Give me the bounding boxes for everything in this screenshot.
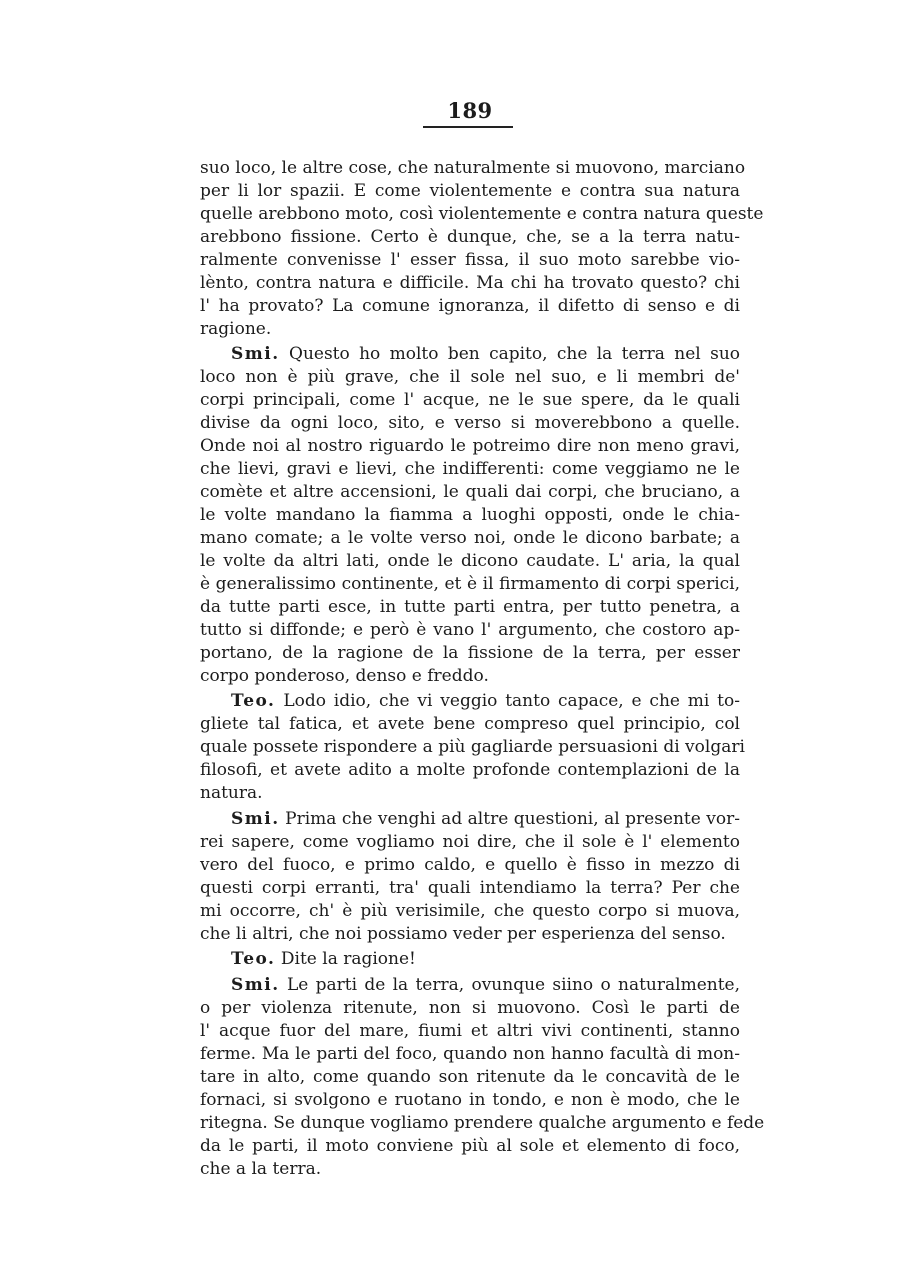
text-line xyxy=(200,736,745,758)
line-text: arebbono fissione. Certo è dunque, che, se a la terra natu- xyxy=(200,227,740,247)
line-text: ralmente convenisse l' esser fissa, il suo moto sarebbe vio- xyxy=(200,250,740,270)
line-text: vero del fuoco, e primo caldo, e quello è fisso in mezzo di xyxy=(200,855,740,875)
line-text: comète et altre accensioni, le quali dai corpi, che bruciano, a xyxy=(200,482,740,502)
line-text: questi corpi erranti, tra' quali intendiamo la terra? Per che xyxy=(200,878,740,898)
page-number: 189 xyxy=(447,98,493,123)
text-line xyxy=(200,458,740,480)
text-line xyxy=(200,1043,740,1065)
line-text: è generalissimo continente, et è il firmamento di corpi sperici, xyxy=(200,574,740,594)
text-line xyxy=(200,1158,740,1180)
line-text: lènto, contra natura e difficile. Ma chi ha trovato questo? chi xyxy=(200,273,740,293)
text-line xyxy=(200,619,740,641)
text-line xyxy=(200,877,740,899)
text-line xyxy=(200,435,740,457)
text-line xyxy=(200,782,740,804)
text-line xyxy=(200,318,740,340)
line-text: tutto si diffonde; e però è vano l' argumento, che costoro ap- xyxy=(200,620,740,640)
line-text: rei sapere, come vogliamo noi dire, che il sole è l' elemento xyxy=(200,832,740,852)
line-text: natura. xyxy=(200,783,263,803)
text-line xyxy=(200,1066,740,1088)
text-line xyxy=(200,642,740,664)
text-line xyxy=(200,596,740,618)
text-line xyxy=(200,226,740,248)
line-text: quelle arebbono moto, così violentemente e contra natura queste xyxy=(200,204,764,224)
text-line xyxy=(200,295,740,317)
line-text: divise da ogni loco, sito, e verso si moverebbono a quelle. xyxy=(200,413,740,433)
text-line xyxy=(200,997,740,1019)
text-line xyxy=(231,974,740,996)
line-text: Questo ho molto ben capito, che la terra nel suo xyxy=(289,344,740,364)
text-line xyxy=(200,481,740,503)
page-number-rule xyxy=(423,126,513,128)
line-text: mi occorre, ch' è più verisimile, che questo corpo si muova, xyxy=(200,901,740,921)
text-line xyxy=(200,854,740,876)
line-text: filosofi, et avete adito a molte profonde contemplazioni de la xyxy=(200,760,740,780)
text-line xyxy=(200,573,740,595)
text-line xyxy=(200,412,740,434)
line-text: mano comate; a le volte verso noi, onde le dicono barbate; a xyxy=(200,528,740,548)
text-line xyxy=(200,713,740,735)
text-line xyxy=(231,948,740,970)
text-line xyxy=(200,203,764,225)
text-line xyxy=(200,157,746,179)
text-line xyxy=(200,550,740,572)
text-line xyxy=(200,272,740,294)
text-line xyxy=(200,1135,740,1157)
line-text: Le parti de la terra, ovunque siino o naturalmente, xyxy=(286,975,741,995)
line-text: ferme. Ma le parti del foco, quando non hanno facultà di mon- xyxy=(200,1044,740,1064)
text-line xyxy=(200,1089,740,1111)
line-text: le volte mandano la fiamma a luoghi opposti, onde le chia- xyxy=(200,505,740,525)
text-line xyxy=(200,389,740,411)
text-line xyxy=(200,504,740,526)
line-text: corpo ponderoso, denso e freddo. xyxy=(200,666,489,686)
line-text: l' acque fuor del mare, fiumi et altri vivi continenti, stanno xyxy=(200,1021,740,1041)
text-line xyxy=(200,759,740,781)
line-text: che lievi, gravi e lievi, che indifferenti: come veggiamo ne le xyxy=(200,459,740,479)
text-line xyxy=(200,180,740,202)
text-line xyxy=(200,900,740,922)
line-text: le volte da altri lati, onde le dicono caudate. L' aria, la qual xyxy=(200,551,740,571)
line-text: Onde noi al nostro riguardo le potreimo dire non meno gravi, xyxy=(200,436,740,456)
text-line xyxy=(231,690,740,712)
line-text: da tutte parti esce, in tutte parti entra, per tutto penetra, a xyxy=(200,597,740,617)
line-text: ragione. xyxy=(200,319,272,339)
line-text: ritegna. Se dunque vogliamo prendere qualche argumento e fede xyxy=(200,1113,765,1133)
text-line xyxy=(200,923,740,945)
line-text: suo loco, le altre cose, che naturalmente si muovono, marciano xyxy=(200,158,746,178)
text-line xyxy=(200,527,740,549)
text-line xyxy=(231,343,740,365)
line-text: Lodo idio, che vi veggio tanto capace, e che mi to- xyxy=(283,691,740,711)
line-text: tare in alto, come quando son ritenute da le concavità de le xyxy=(200,1067,740,1087)
line-text: loco non è più grave, che il sole nel suo, e li membri de' xyxy=(200,367,740,387)
line-text: quale possete rispondere a più gagliarde persuasioni di volgari xyxy=(200,737,745,757)
line-text: fornaci, si svolgono e ruotano in tondo, e non è modo, che le xyxy=(200,1090,740,1110)
line-text: gliete tal fatica, et avete bene compreso quel principio, col xyxy=(200,714,740,734)
line-text: Dite la ragione! xyxy=(280,949,416,969)
text-line xyxy=(200,249,740,271)
line-text: da le parti, il moto conviene più al sole et elemento di foco, xyxy=(200,1136,740,1156)
line-text: che a la terra. xyxy=(200,1159,322,1179)
speaker-label: Teo. xyxy=(231,691,276,711)
speaker-label: Smi. xyxy=(231,975,280,995)
line-text: Prima che venghi ad altre questioni, al presente vor- xyxy=(285,809,740,829)
line-text: per li lor spazii. E come violentemente e contra sua natura xyxy=(200,181,740,201)
line-text: corpi principali, come l' acque, ne le sue spere, da le quali xyxy=(200,390,740,410)
speaker-label: Teo. xyxy=(231,949,276,969)
speaker-label: Smi. xyxy=(231,344,280,364)
text-line xyxy=(200,1112,765,1134)
text-line xyxy=(200,665,740,687)
line-text: l' ha provato? La comune ignoranza, il difetto di senso e di xyxy=(200,296,740,316)
line-text: o per violenza ritenute, non si muovono. Così le parti de xyxy=(200,998,740,1018)
text-line xyxy=(200,366,740,388)
text-line xyxy=(231,808,740,830)
line-text: portano, de la ragione de la fissione de la terra, per esser xyxy=(200,643,740,663)
text-line xyxy=(200,831,740,853)
speaker-label: Smi. xyxy=(231,809,280,829)
text-line xyxy=(200,1020,740,1042)
line-text: che li altri, che noi possiamo veder per esperienza del senso. xyxy=(200,924,726,944)
